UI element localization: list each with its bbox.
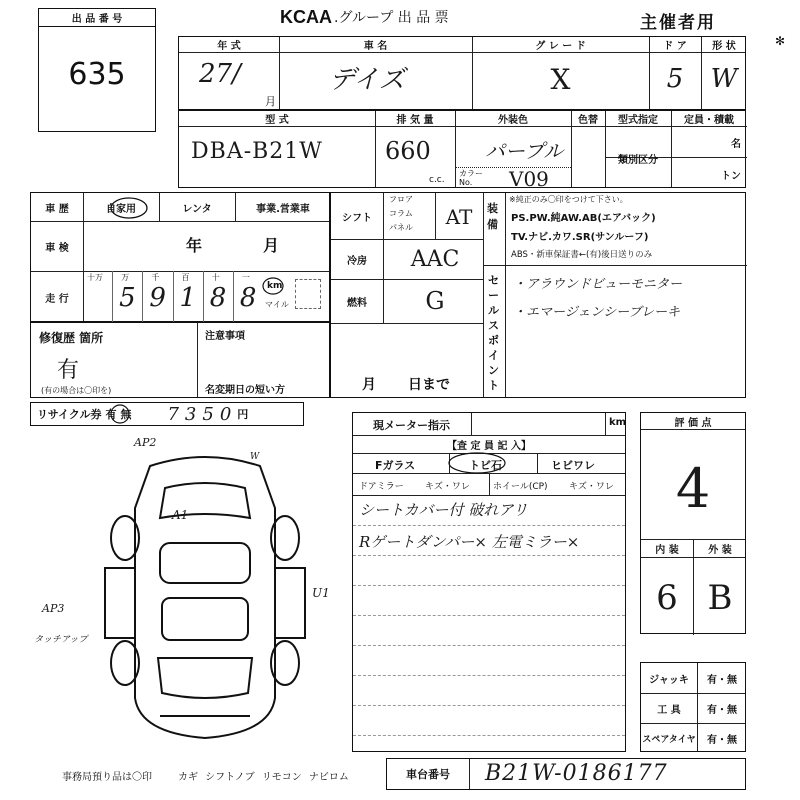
office-note: 事務局預り品は〇印 (62, 772, 152, 783)
model-value: DBA-B21W (191, 139, 323, 164)
aircon-value: AAC (410, 246, 460, 272)
chassis-label: 車台番号 (406, 768, 450, 781)
wheel-label: ホイール(CP) (493, 482, 548, 492)
color-no-label: カラー No. (459, 169, 483, 187)
color-no-value: V09 (509, 167, 549, 191)
mile-label: マイル (265, 300, 289, 309)
jack-label: ジャッキ (649, 674, 689, 686)
score-value: 4 (675, 456, 711, 520)
car-diagram (90, 448, 320, 748)
displacement-value: 660 (385, 137, 431, 165)
mileage-digit-4: 百 1 (174, 271, 204, 323)
model-label: 型 式 (265, 115, 289, 126)
damage-mark-ap2: AP2 (134, 436, 157, 449)
inspection-label: 車 検 (45, 242, 69, 254)
mileage-digit-5: 十 8 (204, 271, 234, 323)
glass-chip-circle (447, 451, 507, 475)
inspection-month-unit: 月 (263, 236, 280, 255)
notes-label: 注意事項 (205, 331, 245, 342)
inspector-label: 【査 定 員 記 入】 (447, 440, 531, 452)
shift-value: AT (445, 205, 473, 229)
sales-point-1: ・アラウンドビューモニター (513, 277, 683, 292)
interior-value: 6 (656, 578, 678, 618)
repair-history-value: 有 (57, 358, 80, 383)
chassis-value: B21W-0186177 (485, 761, 668, 786)
mileage-digit-3: 千 9 (143, 271, 173, 323)
equipment-note: ※純正のみ〇印をつけて下さい。 (509, 195, 628, 204)
lot-number: 635 (68, 56, 126, 92)
equipment-line-2: TV.ナビ.カワ.SR(サンルーフ) (511, 232, 649, 243)
history-label: 車 歴 (45, 203, 69, 215)
mirror-options: キズ・ワレ (425, 482, 470, 492)
equipment-line-1: PS.PW.純AW.AB(エアバック) (511, 213, 656, 224)
meter-label: 現メーター指示 (373, 419, 450, 432)
equipment-label: 装 備 (487, 202, 498, 231)
grade-value: X (550, 62, 571, 96)
mileage-digit-1: 十万 (83, 271, 113, 323)
office-items: カギ シフトノブ リモコン ナビロム (178, 772, 349, 783)
name-change-month: 月 (362, 377, 376, 393)
shift-column: コラム (389, 209, 413, 218)
shift-floor: フロア (389, 195, 413, 204)
kcaa-logo: KCAA (280, 6, 332, 27)
body-type-value: W (710, 64, 738, 94)
shift-panel: パネル (389, 223, 413, 232)
type-designation-label: 型式指定 (618, 115, 658, 126)
glass-label: Fガラス (375, 459, 416, 472)
lot-number-label: 出 品 番 号 (39, 9, 155, 27)
inspection-table (352, 412, 626, 752)
recycle-yes: 有 (105, 408, 117, 421)
name-change-day: 日まで (408, 377, 450, 393)
recycle-yes-circle (108, 403, 132, 425)
vehicle-table (178, 36, 746, 110)
remark-1: シートカバー付 破れアリ (359, 501, 528, 519)
mirror-label: ドアミラー (359, 482, 404, 492)
aircon-label: 冷房 (347, 255, 367, 267)
score-label: 評 価 点 (674, 417, 712, 429)
exterior-color-value: パープル (485, 139, 564, 163)
grade-table (640, 412, 746, 634)
recycle-no: 無 (120, 408, 132, 421)
exterior-value: B (707, 578, 733, 618)
mileage-digit-6: 一 8 (239, 273, 257, 313)
tools-table (640, 662, 746, 752)
spare-tire-options: 有・無 (707, 734, 737, 746)
repair-notes-table (30, 322, 330, 398)
interior-label: 内 装 (655, 544, 679, 556)
category-label: 類別区分 (618, 155, 658, 166)
year-label: 年 式 (217, 41, 241, 52)
month-suffix: 月 (265, 95, 276, 108)
shift-label: シフト (342, 212, 372, 224)
damage-mark-a1: A1 (172, 508, 189, 522)
mileage-digit-2: 万 5 (113, 271, 143, 323)
inspection-year-unit: 年 (186, 236, 203, 255)
persons-unit: 名 (731, 139, 741, 150)
tools-options: 有・無 (707, 704, 737, 716)
damage-mark-u1: U1 (312, 586, 330, 600)
recycle-amount: 7350 (167, 403, 238, 425)
form-title (280, 6, 449, 28)
recycle-unit: 円 (237, 408, 249, 421)
mileage-unit-box (295, 279, 321, 309)
km-label: km (267, 281, 283, 291)
spare-tire-label: スペアタイヤ (642, 734, 696, 745)
body-type-label: 形 状 (712, 41, 736, 52)
fuel-label: 燃料 (347, 297, 367, 309)
color-change-label: 色替 (578, 115, 598, 126)
damage-mark-ap3: AP3 (42, 602, 65, 615)
capacity-label: 定員・積載 (684, 115, 734, 126)
business-label: 事業.営業車 (256, 203, 310, 215)
mileage-label: 走 行 (45, 293, 69, 305)
remark-2: Rゲートダンパー× 左電ミラー× (359, 533, 580, 551)
chassis-row (386, 758, 746, 790)
car-name-label: 車 名 (363, 41, 388, 52)
name-change-label: 名変期日の短い方 (205, 385, 285, 396)
doors-label: ド ア (663, 41, 687, 52)
glass-chip-option: トビ石 (469, 459, 502, 472)
organizer-label: 主催者用 (640, 13, 716, 33)
margin-mark: ✻ (775, 34, 786, 48)
damage-mark-w: W (250, 452, 260, 462)
doors-value: 5 (666, 64, 684, 94)
equipment-line-3: ABS・新車保証書←(有)後日送りのみ (511, 250, 653, 260)
grade-label: グ レ ー ド (535, 41, 586, 52)
damage-mark-touchup: タッチアップ (34, 635, 88, 645)
cc-unit: c.c. (429, 175, 445, 185)
meter-unit: km (609, 417, 627, 428)
year-value: 27/ (199, 59, 241, 89)
private-use-label: 自家用 (106, 203, 136, 215)
ton-unit: トン (721, 171, 741, 182)
repair-history-label: 修復歴 箇所 (39, 331, 104, 345)
km-circle (261, 277, 285, 295)
sales-point-label: セールスポイント (488, 274, 499, 392)
jack-options: 有・無 (707, 674, 737, 686)
fuel-value: G (425, 287, 445, 315)
history-table (30, 192, 330, 322)
exterior-label: 外 装 (708, 544, 732, 556)
rental-label: レンタ (182, 203, 212, 215)
private-use-circle (109, 196, 149, 220)
displacement-label: 排 気 量 (396, 115, 434, 126)
sales-point-2: ・エマージェンシーブレーキ (513, 305, 680, 320)
equipment-table (330, 192, 746, 398)
recycle-label: リサイクル券 (37, 408, 102, 421)
model-table (178, 110, 746, 191)
repair-history-note: (有の場合は〇印を) (41, 386, 112, 395)
lot-number-box (38, 8, 156, 132)
glass-crack-option: ヒビワレ (551, 459, 595, 472)
mileage-digits (83, 271, 263, 323)
car-name-value: デイズ (329, 65, 405, 95)
recycle-row (30, 402, 304, 426)
wheel-options: キズ・ワレ (569, 482, 614, 492)
exterior-color-label: 外装色 (498, 115, 528, 126)
title-text: .グループ 出 品 票 (334, 10, 449, 26)
tools-label: 工 具 (657, 704, 681, 716)
